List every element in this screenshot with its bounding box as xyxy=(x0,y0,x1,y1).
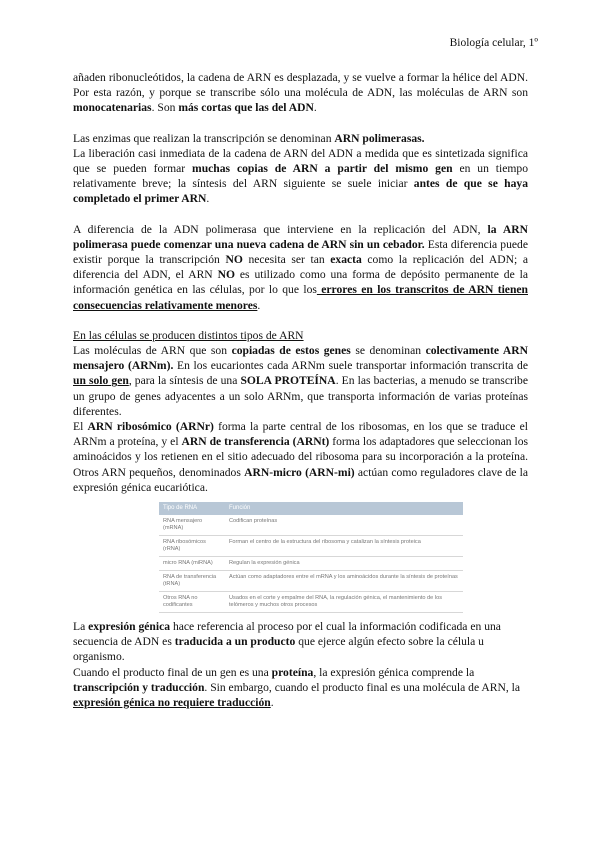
table-cell: Usados en el corte y empalme del RNA, la regulación génica, el mantenimiento de los telómeros y muchos otros procesos xyxy=(225,592,463,613)
paragraph-polymerase-differences: A diferencia de la ADN polimerasa que interviene en la replicación del ADN, la ARN polimerasa puede comenzar una nueva cadena de ARN sin un cebador. Esta diferencia puede existir porque la transcripción NO necesita ser tan exacta como la replicación del ADN; a diferencia del ADN, el ARN NO es utilizado como una forma de depósito permanente de la información genética en las células, por lo que los errores en los transcritos de ARN tienen consecuencias relativamente menores. xyxy=(73,222,528,312)
table-row xyxy=(159,592,463,613)
rna-types-table xyxy=(159,502,463,613)
paragraph-translation: Cuando el producto final de un gen es una proteína, la expresión génica comprende la transcripción y traducción. Sin embargo, cuando el producto final es una molécula de ARN, la expresión génica no requiere traducción. xyxy=(73,665,521,710)
table-cell: RNA ribosómicos (rRNA) xyxy=(159,536,225,557)
section-title: En las células se producen distintos tipos de ARN xyxy=(73,328,304,342)
table-cell: Regulan la expresión génica xyxy=(225,557,463,571)
table-cell: Otros RNA no codificantes xyxy=(159,592,225,613)
document-body xyxy=(73,70,528,710)
table-row xyxy=(159,515,463,536)
paragraph-rna-polymerases: Las enzimas que realizan la transcripción se denominan ARN polimerasas. xyxy=(73,131,425,145)
table-header-row xyxy=(159,502,463,515)
paragraph-rrna-trna: El ARN ribosómico (ARNr) forma la parte central de los ribosomas, en los que se traduce el ARNm a proteína, y el ARN de transferencia (ARNt) forma los adaptadores que seleccionan los aminoácidos y los retienen en el sitio adecuado del ribosoma para su incorporación a la proteína. Otros ARN pequeños, denominados ARN-micro (ARN-mi) actúan como reguladores clave de la expresión génica eucariótica. xyxy=(73,420,529,494)
paragraph-rna-displacement: añaden ribonucleótidos, la cadena de ARN es desplazada, y se vuelve a formar la hélice del ADN. Por esta razón, y porque se transcribe sólo una molécula de ADN, las moléculas de ARN son monocatenarias. Son más cortas que las del ADN. xyxy=(73,71,528,115)
table-row xyxy=(159,571,463,592)
table-cell: RNA mensajero (mRNA) xyxy=(159,515,225,536)
paragraph-mrna: Las moléculas de ARN que son copiadas de estos genes se denominan colectivamente ARN mensajero (ARNm). En los eucariontes cada ARNm suele transportar información transcrita de un solo gen, para la síntesis de una SOLA PROTEÍNA. En las bacterias, a menudo se transcribe un grupo de genes adyacentes a un solo ARNm, que transporta información de varias proteínas diferentes. xyxy=(73,344,528,418)
paragraph-gene-expression: La expresión génica hace referencia al proceso por el cual la información codificada en una secuencia de ADN es traducida a un producto que ejerce algún efecto sobre la célula u organismo. xyxy=(73,620,501,664)
table-header-cell: Tipo de RNA xyxy=(159,502,225,515)
page-header: Biología celular, 1º xyxy=(449,37,538,49)
table-cell: RNA de transferencia (tRNA) xyxy=(159,571,225,592)
table-cell: Actúan como adaptadores entre el mRNA y los aminoácidos durante la síntesis de proteínas xyxy=(225,571,463,592)
table-cell: Codifican proteínas xyxy=(225,515,463,536)
table-cell: micro RNA (miRNA) xyxy=(159,557,225,571)
table-cell: Forman el centro de la estructura del ribosoma y catalizan la síntesis proteica xyxy=(225,536,463,557)
table-header-cell: Función xyxy=(225,502,463,515)
table-row xyxy=(159,536,463,557)
table-row xyxy=(159,557,463,571)
paragraph-rna-copies: La liberación casi inmediata de la cadena de ARN del ADN a medida que es sintetizada significa que se pueden formar muchas copias de ARN a partir del mismo gen en un tiempo relativamente breve; la síntesis del ARN siguiente se suele iniciar antes de que se haya completado el primer ARN. xyxy=(73,146,528,206)
